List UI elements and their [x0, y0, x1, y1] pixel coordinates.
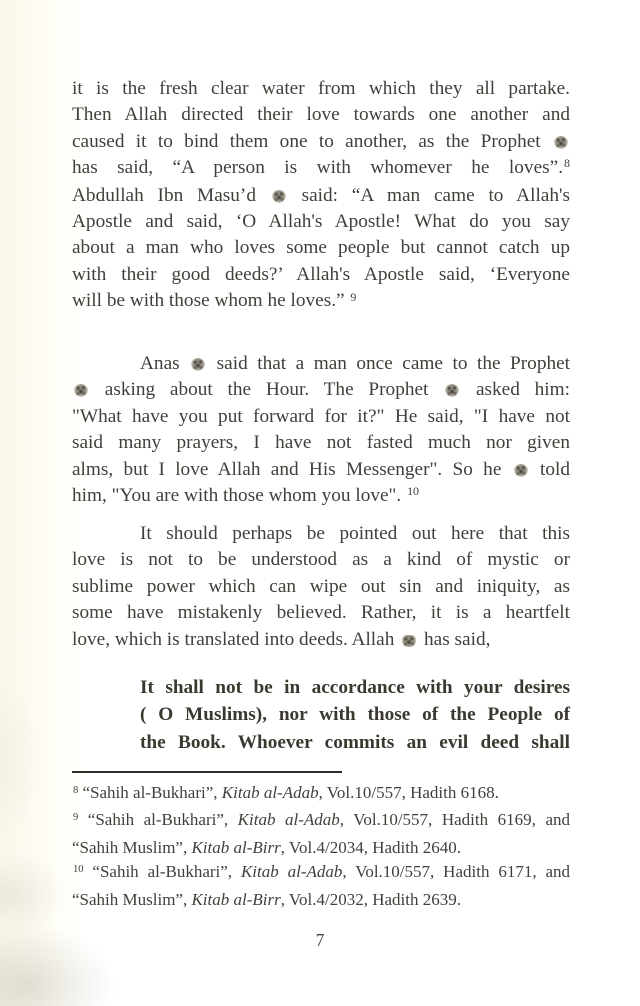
page-number: 7	[315, 930, 325, 950]
text-line	[72, 129, 570, 155]
text-run: it is the fresh clear water from which they all partake.	[72, 78, 570, 99]
text-run: love is not to be understood as a kind of mystic or	[72, 549, 570, 571]
text-line	[72, 76, 570, 102]
text-line	[72, 483, 570, 510]
text-run: asking about the Hour. The Prophet	[104, 379, 429, 401]
ra-honorific-icon	[272, 190, 286, 203]
text-line	[72, 155, 570, 182]
text-run: the Book. Whoever commits an evil deed shall	[140, 731, 570, 753]
text-line	[72, 600, 570, 626]
pbuh-honorific-icon	[514, 464, 528, 477]
text-line	[72, 288, 570, 315]
footnote-ref: 10	[73, 864, 84, 876]
text-line	[140, 674, 570, 701]
text-run: Abdullah Ibn Masu’d	[72, 184, 256, 206]
pbuh-honorific-icon	[554, 136, 568, 149]
text-run: has said, “A person is with whomever he loves”.	[72, 157, 564, 179]
text-line	[140, 729, 570, 756]
quran-quote	[140, 674, 570, 756]
text-run: ( O Muslims), nor with those of the People of	[140, 704, 570, 726]
text-run: , Vol.4/2032, Hadith 2639.	[280, 889, 461, 909]
text-run: , Vol.4/2034, Hadith 2640.	[280, 837, 461, 857]
text-run: Apostle and said, ‘O Allah's Apostle! What do you say	[72, 211, 570, 233]
swt-honorific-icon	[401, 635, 417, 647]
text-run: said: “A man came to Allah's	[301, 184, 570, 206]
footnote-ref: 9	[350, 289, 357, 304]
text-run: him, "You are with those whom you love".	[72, 485, 407, 507]
text-run: said many prayers, I have not fasted much nor given	[72, 432, 570, 454]
text-run: “Sahih al-Bukhari”,	[78, 810, 238, 830]
text-line	[72, 430, 570, 456]
text-run: “Sahih Muslim”,	[72, 889, 192, 909]
text-line	[72, 183, 570, 209]
text-run: “Sahih al-Bukhari”,	[78, 783, 222, 802]
footnotes	[72, 781, 570, 912]
text-run: “Sahih Muslim”,	[72, 837, 192, 857]
footnote-ref: 8	[564, 156, 570, 171]
book-title-italic: Kitab al-Birr	[191, 837, 281, 857]
text-run: Then Allah directed their love towards one another and	[72, 104, 570, 126]
text-run: , Vol.10/557, Hadith 6169, and	[339, 810, 570, 830]
text-line	[72, 860, 570, 887]
paragraph-hadith-love	[72, 76, 570, 316]
text-line	[72, 547, 570, 573]
text-column	[72, 0, 570, 1006]
footnote-divider	[72, 771, 342, 773]
text-run: “Sahih al-Bukhari”,	[83, 862, 241, 882]
text-line	[72, 235, 570, 261]
text-line	[72, 351, 570, 377]
text-run: , Vol.10/557, Hadith 6171, and	[342, 862, 571, 882]
text-line	[72, 262, 570, 288]
text-run: said that a man once came to the Prophet	[216, 353, 571, 374]
ra-honorific-icon	[191, 358, 205, 371]
text-run: alms, but I love Allah and His Messenger". So he	[72, 458, 502, 480]
text-run: caused it to bind them one to another, as the Prophet	[72, 130, 541, 152]
pbuh-honorific-icon	[74, 384, 88, 397]
text-line	[72, 574, 570, 600]
text-line	[72, 209, 570, 235]
text-run: Anas	[140, 353, 180, 374]
text-run: with their good deeds?’ Allah's Apostle said, ‘Everyone	[72, 263, 570, 285]
text-run: about a man who loves some people but cannot catch up	[72, 237, 570, 259]
text-line	[72, 404, 570, 430]
text-run: asked him:	[475, 379, 570, 401]
text-run: love, which is translated into deeds. Allah	[72, 628, 395, 650]
text-run: some have mistakenly believed. Rather, it is a heartfelt	[72, 602, 570, 624]
footnote-ref: 8	[73, 784, 79, 796]
text-line	[72, 102, 570, 128]
book-title-italic: Kitab al-Adab	[221, 783, 319, 802]
book-title-italic: Kitab al-Adab	[237, 810, 340, 830]
text-line	[72, 627, 570, 653]
text-run: , Vol.10/557, Hadith 6168.	[318, 783, 499, 802]
text-line	[140, 701, 570, 728]
footnote-ref: 9	[73, 812, 79, 824]
text-run: told	[540, 458, 570, 480]
book-title-italic: Kitab al-Birr	[191, 889, 281, 909]
text-line	[72, 781, 570, 808]
text-run: has said,	[424, 628, 491, 650]
text-run: "What have you put forward for it?" He said, "I have not	[72, 405, 570, 427]
pbuh-honorific-icon	[445, 384, 459, 397]
text-line	[72, 377, 570, 403]
text-line	[72, 521, 570, 547]
text-line	[72, 836, 570, 860]
text-line	[72, 888, 570, 912]
paragraph-heartfelt-love	[72, 521, 570, 653]
footnote-ref: 10	[407, 484, 420, 499]
paragraph-anas-hadith	[72, 351, 570, 510]
text-run: It shall not be in accordance with your desires	[140, 677, 570, 698]
book-title-italic: Kitab al-Adab	[240, 862, 343, 882]
text-run: sublime power which can wipe out sin and iniquity, as	[72, 575, 570, 597]
text-line	[72, 808, 570, 835]
text-line	[72, 457, 570, 483]
text-run: It should perhaps be pointed out here that this	[140, 523, 570, 544]
text-run: will be with those whom he loves.”	[72, 290, 350, 312]
